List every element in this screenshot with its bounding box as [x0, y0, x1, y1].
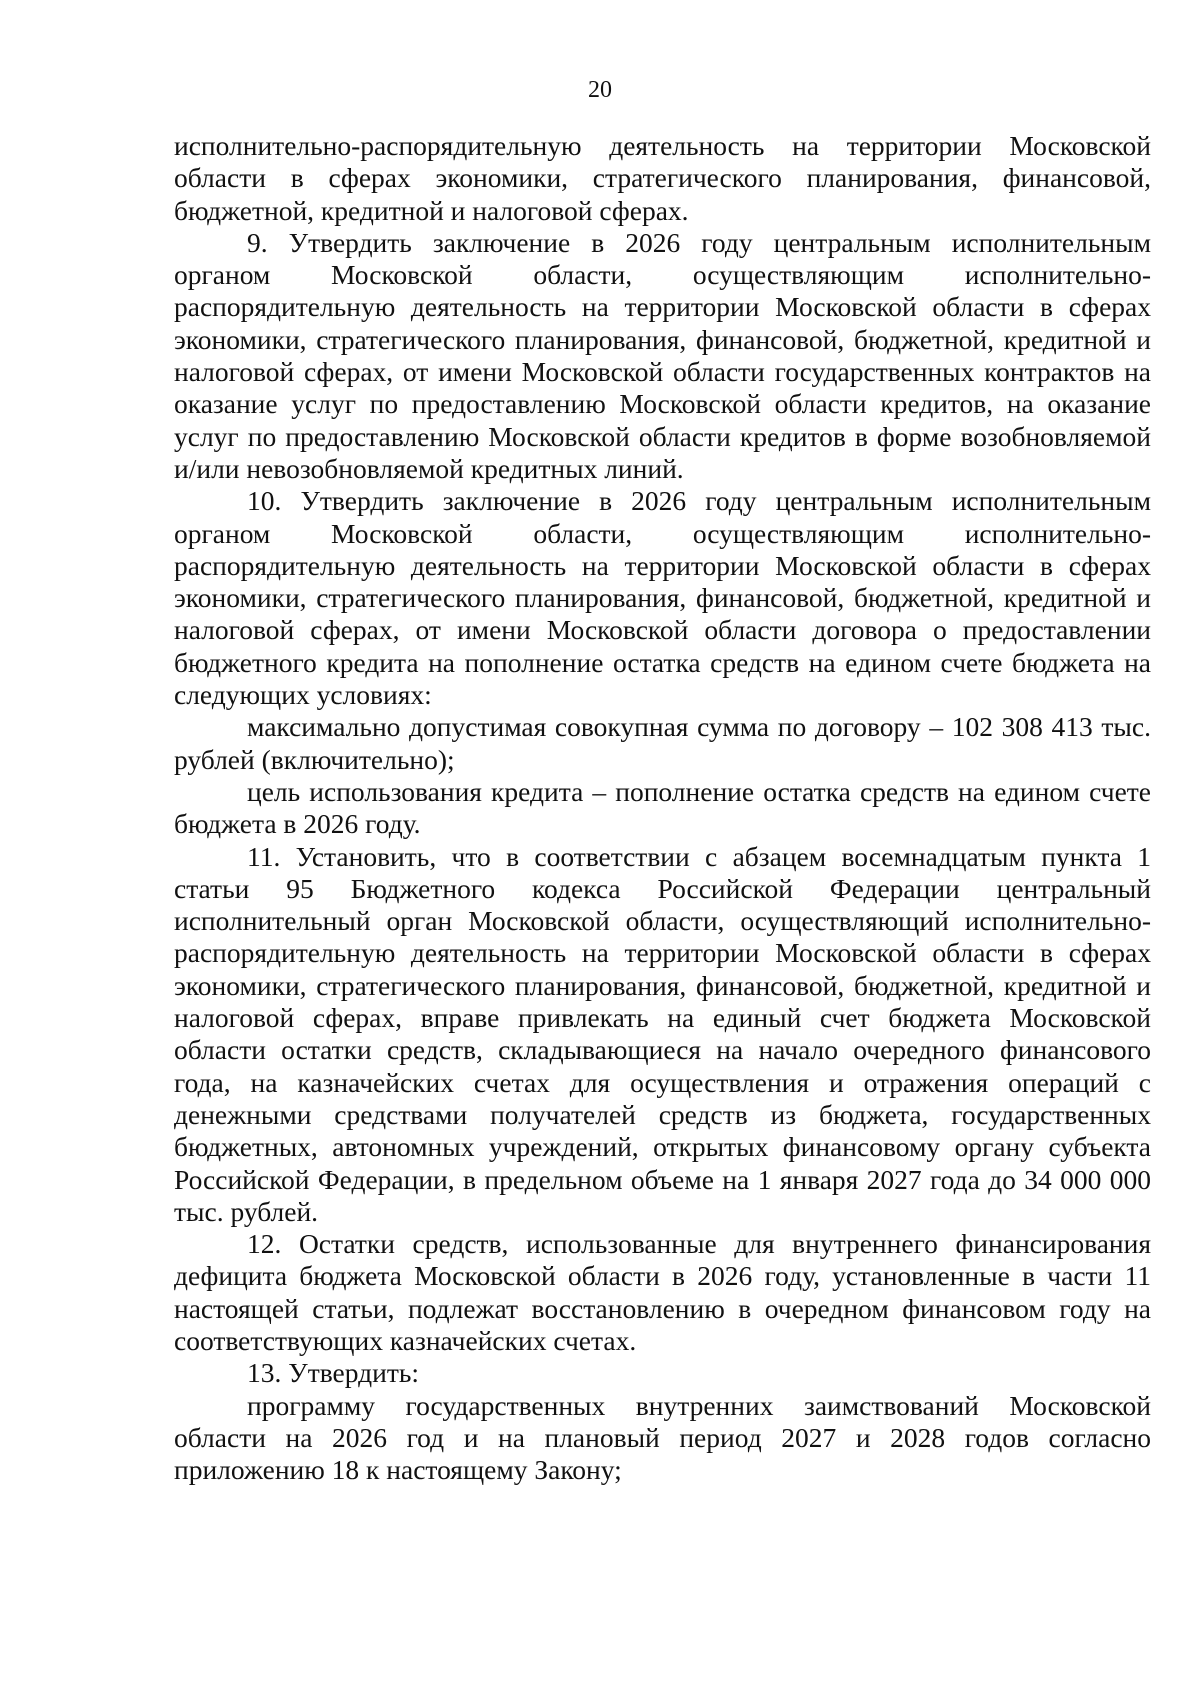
- paragraph-item-12: 12. Остатки средств, использованные для внутреннего финансирования дефицита бюджета Московской области в 2026 году, установленные в части 11 настоящей статьи, подлежат восстановлению в очередном финансовом году на соответствующих казначейских счетах.: [174, 1228, 1151, 1356]
- document-body: [174, 130, 1151, 1486]
- paragraph-item-9: 9. Утвердить заключение в 2026 году центральным исполнительным органом Московской области, осуществляющим исполнительно-распорядительную деятельность на территории Московской области в сферах экономики, стратегического планирования, финансовой, бюджетной, кредитной и налоговой сферах, от имени Московской области государственных контрактов на оказание услуг по предоставлению Московской области кредитов, на оказание услуг по предоставлению Московской области кредитов в форме возобновляемой и/или невозобновляемой кредитных линий.: [174, 226, 1151, 484]
- paragraph-item-13: 13. Утвердить:: [247, 1357, 420, 1389]
- paragraph-borrowing-program: программу государственных внутренних заимствований Московской области на 2026 год и на плановый период 2027 и 2028 годов согласно приложению 18 к настоящему Закону;: [174, 1389, 1151, 1486]
- paragraph-item-11: 11. Установить, что в соответствии с абзацем восемнадцатым пункта 1 статьи 95 Бюджетного кодекса Российской Федерации центральный исполнительный орган Московской области, осуществляющий исполнительно-распорядительную деятельность на территории Московской области в сферах экономики, стратегического планирования, финансовой, бюджетной, кредитной и налоговой сферах, вправе привлекать на единый счет бюджета Московской области остатки средств, складывающиеся на начало очередного финансового года, на казначейских счетах для осуществления и отражения операций с денежными средствами получателей средств из бюджета, государственных бюджетных, автономных учреждений, открытых финансовому органу субъекта Российской Федерации, в предельном объеме на 1 января 2027 года до 34 000 000 тыс. рублей.: [174, 840, 1151, 1227]
- paragraph-loan-purpose: цель использования кредита – пополнение остатка средств на едином счете бюджета в 2026 году.: [174, 775, 1151, 840]
- paragraph-loan-amount: максимально допустимая совокупная сумма по договору – 102 308 413 тыс. рублей (включительно);: [174, 711, 1151, 775]
- page-number: 20: [588, 77, 612, 103]
- paragraph-continuation: исполнительно-распорядительную деятельность на территории Московской области в сферах экономики, стратегического планирования, финансовой, бюджетной, кредитной и налоговой сферах.: [174, 130, 1151, 226]
- paragraph-item-10: 10. Утвердить заключение в 2026 году центральным исполнительным органом Московской области, осуществляющим исполнительно-распорядительную деятельность на территории Московской области в сферах экономики, стратегического планирования, финансовой, бюджетной, кредитной и налоговой сферах, от имени Московской области договора о предоставлении бюджетного кредита на пополнение остатка средств на едином счете бюджета на следующих условиях:: [174, 485, 1151, 711]
